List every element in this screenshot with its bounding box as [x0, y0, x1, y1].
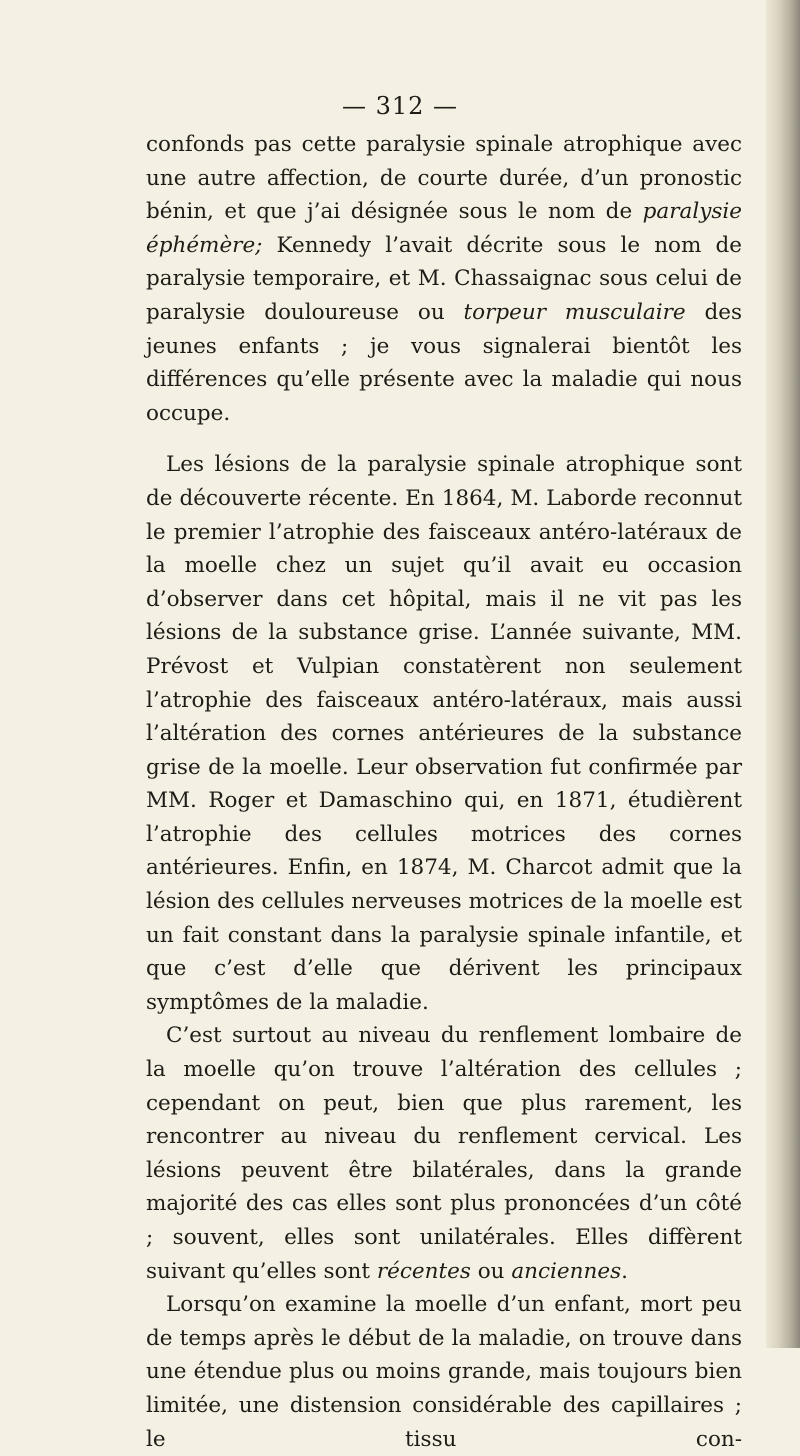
para1-text-c: Kennedy l’avait décrite sous le nom de paralysie temporaire, et M. Chassaignac sous celui de paralysie douloureuse ou [146, 232, 742, 325]
page-number: — 312 — [341, 92, 459, 120]
para3-text-e: . [621, 1258, 628, 1284]
para3-text-a: C’est surtout au niveau du renflement lombaire de la moelle qu’on trouve l’altération des cellules ; cependant on peut, bien que plus rarement, les rencontrer au niveau du renflement cervical. Les lésions peuvent être bilatérales, dans la grande majorité des cas elles sont plus prononcées d’un côté ; souvent, elles sont unilatérales. Elles diffèrent suivant qu’elles sont [146, 1023, 742, 1284]
para3-italic-anciennes: anciennes [511, 1258, 622, 1284]
para1-italic-torpeur-musculaire: torpeur musculaire [463, 299, 686, 325]
para1-italic-paralysie-ephemere: paralysie éphémère; [146, 199, 742, 258]
page-edge-shadow [766, 0, 800, 1348]
paragraph-1 [146, 128, 742, 430]
para3-italic-recentes: récentes [376, 1258, 471, 1284]
para3-text-c: ou [470, 1258, 512, 1284]
paragraph-3 [146, 1019, 742, 1288]
para1-text-e: des jeunes enfants ; je vous signalerai bientôt les différences qu’elle présente avec la maladie qui nous occupe. [146, 299, 743, 426]
paragraph-2: Les lésions de la paralysie spinale atrophique sont de découverte récente. En 1864, M. Laborde reconnut le premier l’atrophie des faisceaux antéro-latéraux de la moelle chez un sujet qu’il avait eu occasion d’observer dans cet hôpital, mais il ne vit pas les lésions de la substance grise. L’année suivante, MM. Prévost et Vulpian constatèrent non seulement l’atrophie des faisceaux antéro-latéraux, mais aussi l’altération des cornes antérieures de la substance grise de la moelle. Leur observation fut confirmée par MM. Roger et Damaschino qui, en 1871, étudièrent l’atrophie des cellules motrices des cornes antérieures. Enfin, en 1874, M. Charcot admit que la lésion des cellules nerveuses motrices de la moelle est un fait constant dans la paralysie spinale infantile, et que c’est d’elle que dérivent les principaux symptômes de la maladie. [146, 452, 742, 1015]
para1-text-a: confonds pas cette paralysie spinale atrophique avec une autre affection, de courte durée, d’un pronostic bénin, et que j’ai désignée sous le nom de [146, 132, 742, 225]
paragraph-4: Lorsqu’on examine la moelle d’un enfant, mort peu de temps après le début de la maladie, on trouve dans une étendue plus ou moins grande, mais toujours bien limitée, une distension considérable des capillaires ; le tissu con- [146, 1292, 742, 1452]
body-text [146, 128, 742, 1456]
